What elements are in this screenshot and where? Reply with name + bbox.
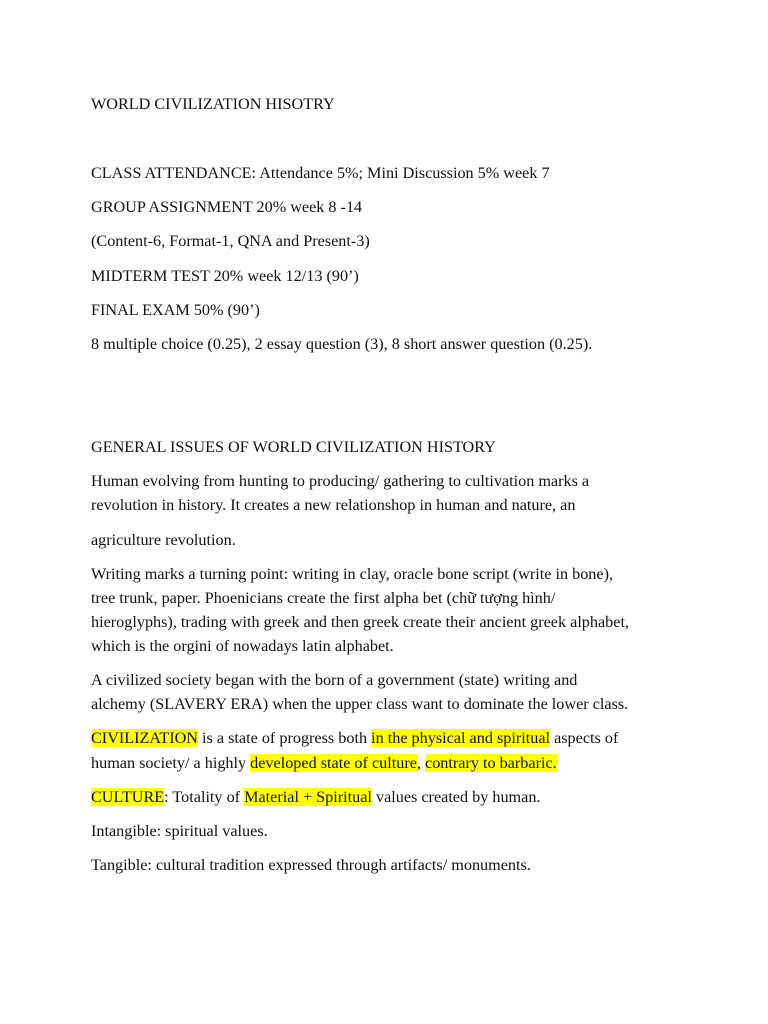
culture-text-1: : Totality of [164,788,245,806]
civilization-text-3: human society/ a highly [91,754,251,772]
society-line-2: alchemy (SLAVERY ERA) when the upper class want to dominate the lower class. [91,695,629,713]
civilization-text-1: is a state of progress both [198,729,372,747]
intangible-line: Intangible: spiritual values. [91,822,268,840]
civilization-highlight-2: developed state of culture [250,754,417,772]
writing-line-2: tree trunk, paper. Phoenicians create the first alpha bet (chữ tượng hình/ [91,589,556,607]
grading-group-assignment: GROUP ASSIGNMENT 20% week 8 -14 [91,198,363,216]
culture-text-2: values created by human. [371,788,541,806]
civilization-text-2: aspects of [550,729,619,747]
section-title: GENERAL ISSUES OF WORLD CIVILIZATION HISTORY [91,438,496,456]
civilization-text-4: , [416,754,426,772]
society-line-1: A civilized society began with the born of a government (state) writing and [91,671,578,689]
tangible-line: Tangible: cultural tradition expressed through artifacts/ monuments. [91,856,531,874]
grading-final-breakdown: 8 multiple choice (0.25), 2 essay question (3), 8 short answer question (0.25). [91,335,593,353]
grading-group-breakdown: (Content-6, Format-1, QNA and Present-3) [91,232,370,250]
civilization-highlight-3: contrary to barbaric. [425,754,557,772]
grading-class-attendance: CLASS ATTENDANCE: Attendance 5%; Mini Discussion 5% week 7 [91,164,550,182]
writing-line-4: which is the orgini of nowadays latin alphabet. [91,637,394,655]
writing-line-3: hieroglyphs), trading with greek and then greek create their ancient greek alphabet, [91,613,630,631]
revolution-line-1: Human evolving from hunting to producing/ gathering to cultivation marks a [91,472,590,490]
civilization-highlight-1: in the physical and spiritual [371,729,551,747]
civilization-term: CIVILIZATION [91,729,198,747]
civilization-line-2 [91,751,557,775]
civilization-line-1 [91,726,618,750]
culture-line [91,785,540,809]
revolution-line-3: agriculture revolution. [91,531,236,549]
writing-line-1: Writing marks a turning point: writing in clay, oracle bone script (write in bone), [91,565,614,583]
document-title: WORLD CIVILIZATION HISOTRY [91,95,335,113]
culture-highlight-1: Material + Spiritual [244,788,372,806]
grading-midterm: MIDTERM TEST 20% week 12/13 (90’) [91,267,359,285]
culture-term: CULTURE [91,788,165,806]
revolution-line-2: revolution in history. It creates a new relationshop in human and nature, an [91,496,576,514]
grading-final-exam: FINAL EXAM 50% (90’) [91,301,260,319]
